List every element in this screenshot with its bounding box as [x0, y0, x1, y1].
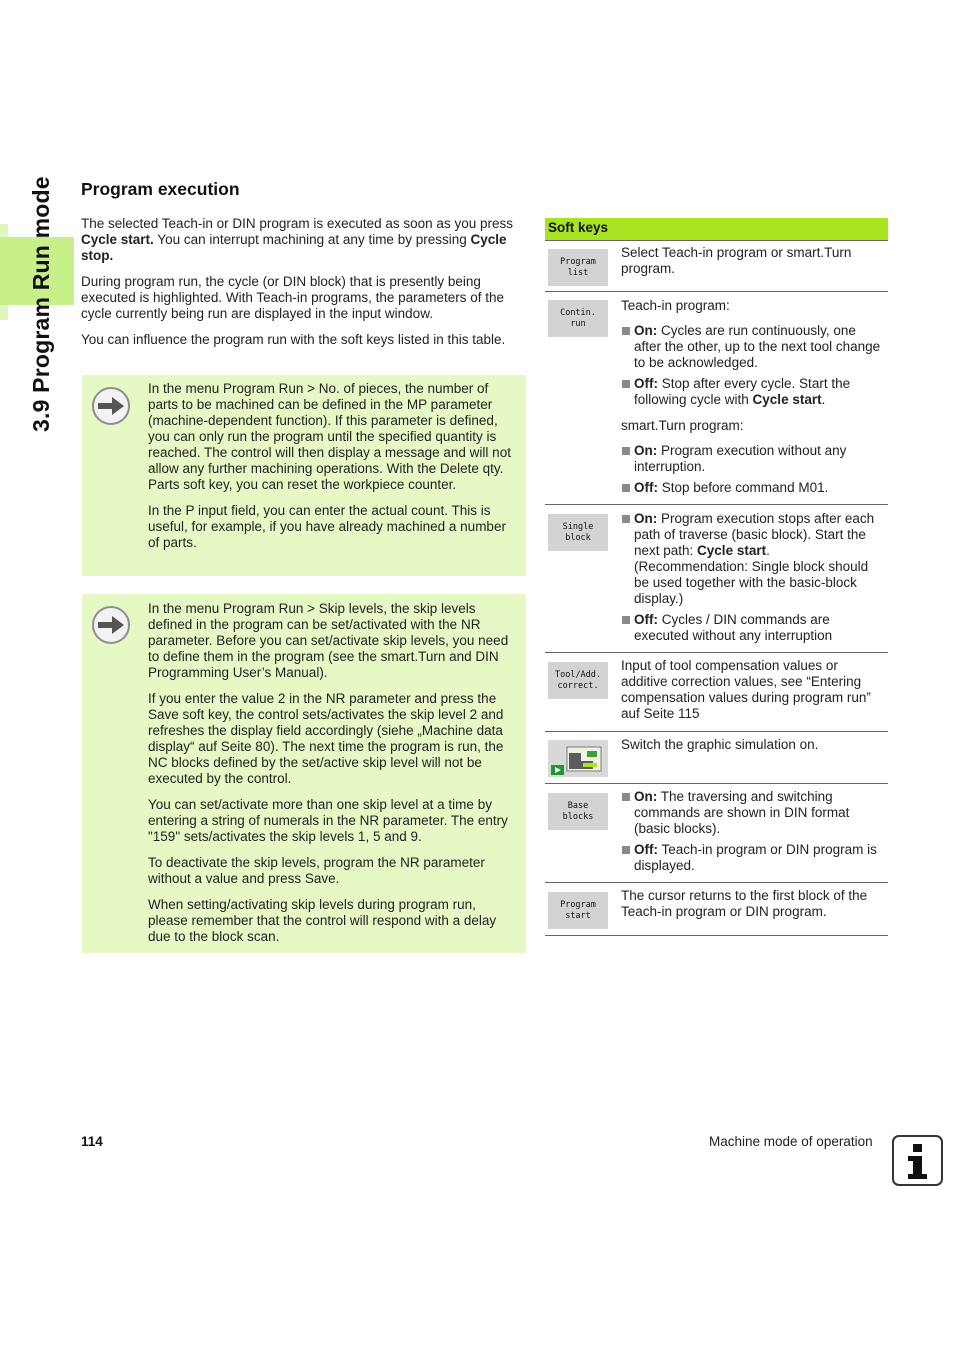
intro-paragraph-2: During program run, the cycle (or DIN block) that is presently being executed is highlighted. With Teach-in programs, the parameters of the cycle currently being run are displayed in the input window. — [81, 274, 504, 321]
note-paragraph: If you enter the value 2 in the NR parameter and press the Save soft key, the control sets/activates the skip level 2 and refreshes the display field accordingly (siehe „Machine data display“ auf Seite 80). The next time the program is run, the NC blocks defined by the set/active skip level will not be executed by the control. — [148, 691, 504, 786]
softkey-description: Switch the graphic simulation on. — [621, 737, 819, 752]
table-row — [545, 783, 888, 882]
bullet-off: Off: Teach-in program or DIN program is displayed. — [621, 842, 886, 874]
note-text — [148, 381, 518, 561]
intro-paragraph-3: You can influence the program run with the soft keys listed in this table. — [81, 332, 506, 347]
page-number: 114 — [81, 1134, 103, 1149]
bullet-on: On: Program execution stops after each path of traverse (basic block). Start the next path: Cycle start. (Recommendation: Single block should be used together with the basic-block display.) — [621, 511, 886, 607]
graphic-simulation-icon — [549, 741, 607, 777]
bullet-off: Off: Stop before command M01. — [621, 480, 886, 496]
table-bottom-rule — [545, 935, 888, 936]
contin-run-softkey[interactable]: Contin. run — [548, 300, 608, 337]
chapter-side-title: 3.9 Program Run mode — [28, 176, 54, 432]
softkeys-table — [545, 218, 888, 921]
note-text — [148, 601, 518, 955]
softkey-description: Input of tool compensation values or additive correction values, see “Entering compensation values during program run” auf Seite 115 — [621, 658, 871, 721]
note-paragraph: To deactivate the skip levels, program the NR parameter without a value and press Save. — [148, 855, 485, 886]
bullet-on: On: Cycles are run continuously, one after the other, up to the next tool change to be acknowledged. — [621, 323, 886, 371]
footer-chapter-text: Machine mode of operation — [709, 1134, 873, 1149]
table-row — [545, 240, 888, 292]
note-box-skip-levels — [82, 594, 526, 953]
bullet-on: On: The traversing and switching commands are shown in DIN format (basic blocks). — [621, 789, 886, 837]
softkeys-header: Soft keys — [545, 218, 888, 240]
arrow-right-icon — [92, 387, 130, 425]
note-box-pieces — [82, 375, 526, 576]
note-paragraph: When setting/activating skip levels during program run, please remember that the control will respond with a delay due to the block scan. — [148, 897, 497, 944]
softkey-description: Select Teach-in program or smart.Turn program. — [621, 245, 852, 276]
table-row — [545, 882, 888, 935]
note-paragraph: You can set/activate more than one skip level at a time by entering a string of numerals in the NR parameter. The entry "159" sets/activates the skip levels 1, 5 and 9. — [148, 797, 508, 844]
single-block-softkey[interactable]: Single block — [548, 514, 608, 551]
bullet-off: Off: Cycles / DIN commands are executed without any interruption — [621, 612, 886, 644]
info-icon — [892, 1135, 943, 1186]
note-paragraph: In the P input field, you can enter the actual count. This is useful, for example, if you have already machined a number of parts. — [148, 503, 506, 550]
table-row — [545, 291, 888, 504]
base-blocks-softkey[interactable]: Base blocks — [548, 793, 608, 830]
intro-paragraph-1: The selected Teach-in or DIN program is executed as soon as you press Cycle start. You can interrupt machining at any time by pressing Cycle stop. — [81, 216, 513, 263]
desc-label: smart.Turn program: — [621, 418, 744, 433]
table-row — [545, 652, 888, 731]
note-paragraph: In the menu Program Run > No. of pieces, the number of parts to be machined can be defined in the MP parameter (machine-dependent function). If this parameter is defined, you can only run the program until the specified quantity is reached. The control will then display a message and will not allow any further machining operations. With the Delete qty. Parts soft key, you can reset the workpiece counter. — [148, 381, 511, 492]
softkey-description: The cursor returns to the first block of the Teach-in program or DIN program. — [621, 888, 868, 919]
bullet-on: On: Program execution without any interruption. — [621, 443, 886, 475]
program-start-softkey[interactable]: Program start — [548, 892, 608, 929]
tool-add-correct-softkey[interactable]: Tool/Add. correct. — [548, 662, 608, 699]
graphic-simulation-softkey[interactable] — [548, 740, 608, 777]
note-paragraph: In the menu Program Run > Skip levels, the skip levels defined in the program can be set/activated with the NR parameter. Before you can set/activate skip levels, you need to define them in the program (see the smart.Turn and DIN Programming User’s Manual). — [148, 601, 509, 680]
softkey-description — [621, 511, 886, 649]
program-list-softkey[interactable]: Program list — [548, 249, 608, 286]
bullet-off: Off: Stop after every cycle. Start the following cycle with Cycle start. — [621, 376, 886, 408]
section-heading: Program execution — [81, 179, 240, 199]
arrow-right-icon — [92, 606, 130, 644]
softkey-description — [621, 789, 886, 879]
table-row — [545, 731, 888, 783]
desc-label: Teach-in program: — [621, 298, 730, 313]
table-row — [545, 504, 888, 652]
softkey-description — [621, 298, 886, 501]
